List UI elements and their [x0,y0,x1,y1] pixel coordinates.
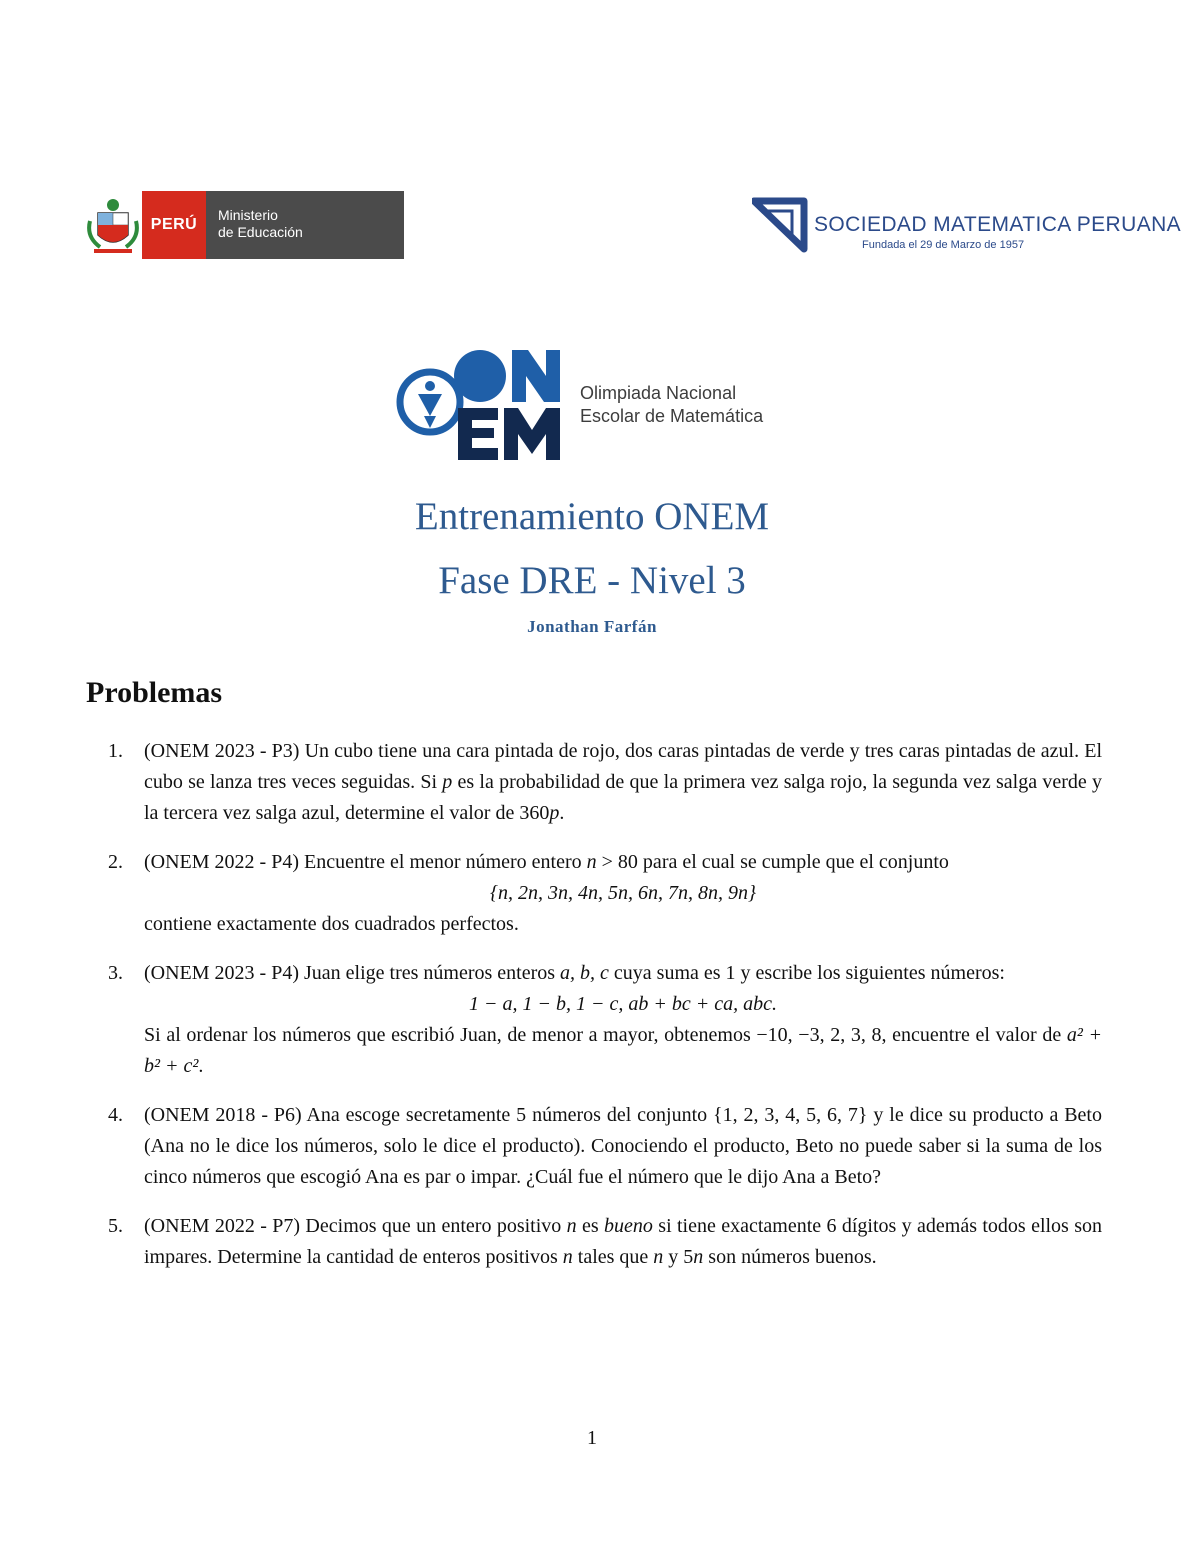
onem-subtitle [580,382,763,428]
peru-coat-of-arms-icon [84,193,142,257]
smp-logo [752,195,1182,255]
problem-number: 3. [108,962,123,984]
problem-list [86,736,1102,1291]
problem-text-cont: Si al ordenar los números que escribió Juan, de menor a mayor, obtenemos −10, −3, 2, 3, 8, encuentre el valor de a² + b² + c². [144,1024,1102,1077]
smp-name: SOCIEDAD MATEMATICA PERUANA [814,213,1182,236]
onem-logo [394,346,814,464]
problem-number: 2. [108,851,123,873]
problem-number: 4. [108,1104,123,1126]
problem-text: (ONEM 2018 - P6) Ana escoge secretamente 5 números del conjunto {1, 2, 3, 4, 5, 6, 7} y le dice su producto a Beto (Ana no le dice los números, solo le dice el producto). Conociendo el producto, Beto no puede saber si la suma de los cinco números que escogió Ana es par o impar. ¿Cuál fue el número que le dijo Ana a Beto? [144,1104,1102,1188]
smp-emblem-icon [752,195,808,255]
minedu-logo [84,191,404,259]
problem-1 [86,736,1102,829]
problem-number: 1. [108,740,123,762]
document-subtitle: Fase DRE - Nivel 3 [438,559,746,602]
problem-text-cont: contiene exactamente dos cuadrados perfectos. [144,913,519,935]
page-number: 1 [587,1427,597,1449]
author: Jonathan Farfán [527,617,657,636]
problem-number: 5. [108,1215,123,1237]
math-display: {n, 2n, 3n, 4n, 5n, 6n, 7n, 8n, 9n} [490,882,756,904]
problem-3 [86,958,1102,1082]
onem-emblem-icon [394,346,574,464]
ministry-label [206,191,404,259]
problem-text: (ONEM 2023 - P4) Juan elige tres números enteros a, b, c cuya suma es 1 y escribe los siguientes números: [144,962,1005,984]
section-heading: Problemas [86,676,223,709]
onem-line-2: Escolar de Matemática [580,406,764,426]
problem-text: (ONEM 2023 - P3) Un cubo tiene una cara pintada de rojo, dos caras pintadas de verde y tres caras pintadas de azul. El cubo se lanza tres veces seguidas. Si p es la probabilidad de que la primera vez salga rojo, la segunda vez salga verde y la tercera vez salga azul, determine el valor de 360p. [144,740,1102,824]
smp-subtitle: Fundada el 29 de Marzo de 1957 [862,239,1025,251]
document-title: Entrenamiento ONEM [414,495,770,538]
ministry-line-2: de Educación [218,224,303,240]
peru-label: PERÚ [142,191,206,259]
problem-2 [86,847,1102,940]
math-display: 1 − a, 1 − b, 1 − c, ab + bc + ca, abc. [469,993,777,1015]
problem-text: (ONEM 2022 - P4) Encuentre el menor número entero n > 80 para el cual se cumple que el conjunto [144,851,949,873]
problem-4 [86,1100,1102,1193]
onem-line-1: Olimpiada Nacional [580,383,737,403]
ministry-line-1: Ministerio [218,207,278,223]
problem-text: (ONEM 2022 - P7) Decimos que un entero positivo n es bueno si tiene exactamente 6 dígitos y además todos ellos son impares. Determine la cantidad de enteros positivos n tales que n y 5n son números buenos. [144,1215,1102,1268]
problem-5 [86,1211,1102,1273]
